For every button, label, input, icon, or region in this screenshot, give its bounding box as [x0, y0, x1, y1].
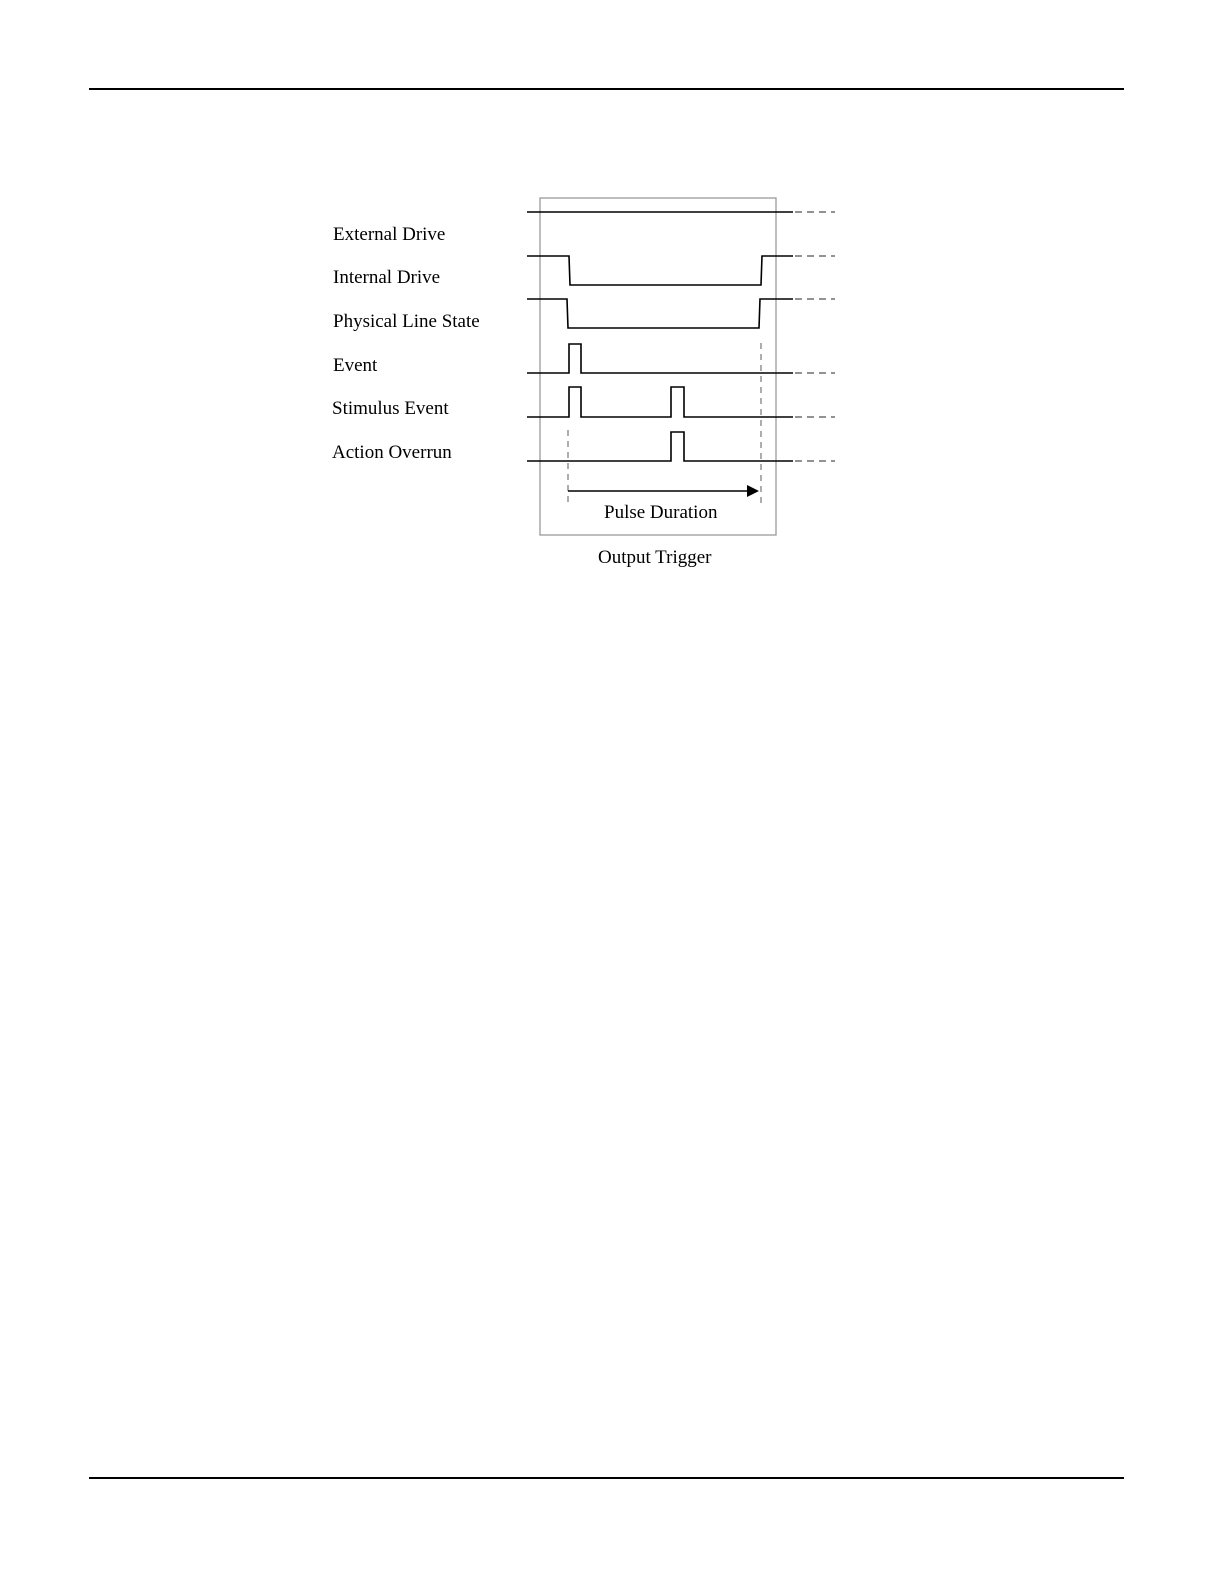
waveform-internal-drive — [527, 256, 835, 285]
signal-label-stimulus-event: Stimulus Event — [332, 398, 449, 419]
output-trigger-timing-diagram — [300, 180, 860, 605]
pulse-duration-arrow — [568, 485, 759, 497]
signal-label-physical-line-state: Physical Line State — [333, 311, 480, 332]
output-trigger-label: Output Trigger — [598, 547, 712, 568]
waveform-physical-line-state — [527, 299, 835, 328]
output-trigger-frame — [540, 198, 776, 535]
waveform-event — [527, 344, 835, 373]
signal-label-event: Event — [333, 355, 378, 376]
waveform-action-overrun — [527, 432, 835, 461]
header-rule — [89, 88, 1124, 90]
footer-rule — [89, 1477, 1124, 1479]
pulse-duration-label: Pulse Duration — [604, 502, 718, 523]
waveform-stimulus-event — [527, 387, 835, 417]
signal-label-internal-drive: Internal Drive — [333, 267, 441, 288]
signal-label-external-drive: External Drive — [333, 224, 446, 245]
signal-label-action-overrun: Action Overrun — [332, 442, 452, 463]
